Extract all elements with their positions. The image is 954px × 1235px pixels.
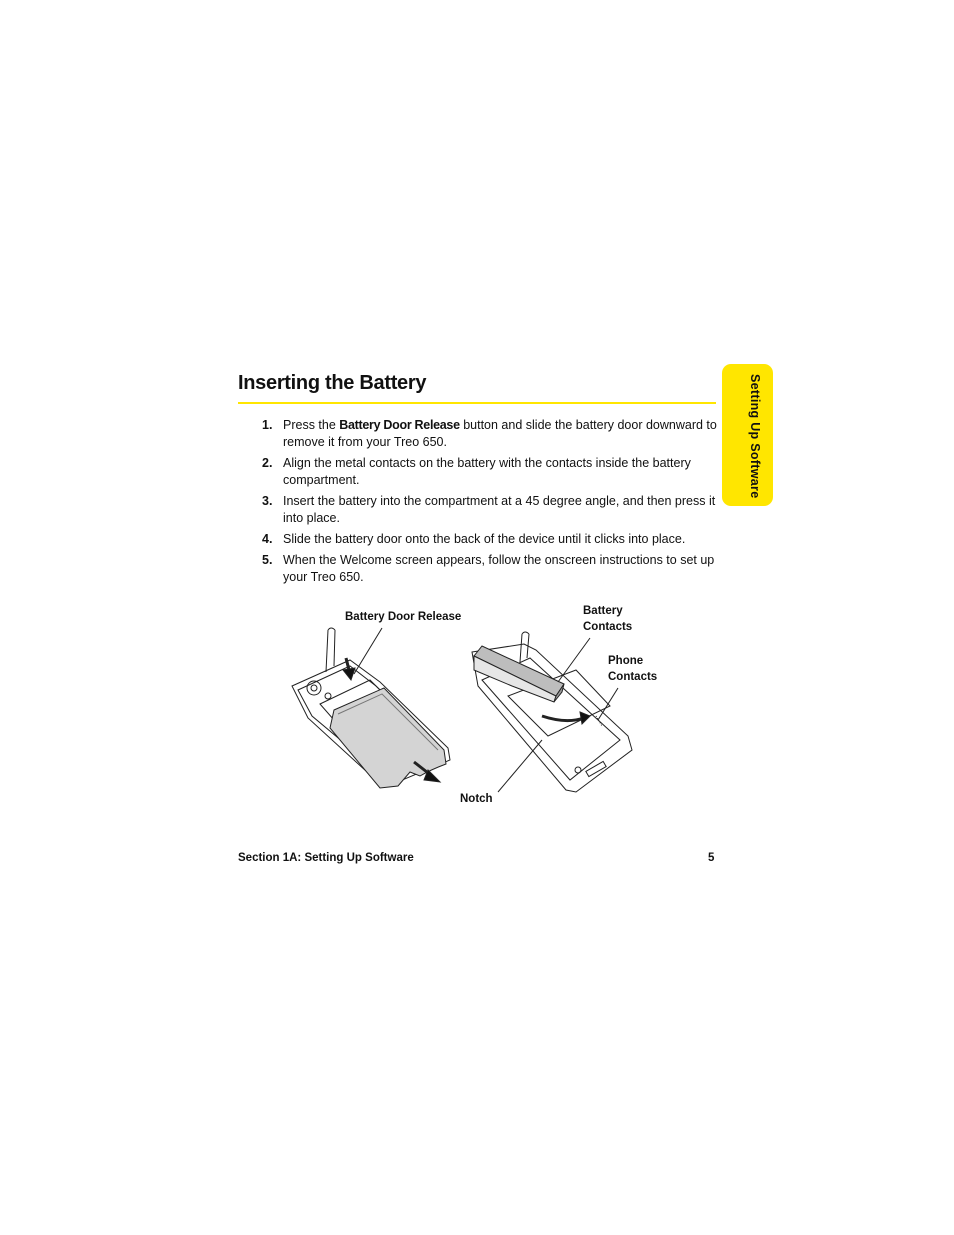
battery-contacts-leader-line: [558, 638, 590, 682]
section-tab-label: Setting Up Software: [748, 374, 762, 499]
door-release-leader-line: [354, 628, 382, 674]
label-battery-contacts-line1: Battery: [583, 605, 623, 617]
step-number: 1.: [262, 418, 273, 432]
label-battery-contacts-line2: Contacts: [583, 621, 633, 633]
page-title: Inserting the Battery: [238, 372, 427, 394]
step-text-pre: Press the: [283, 418, 340, 432]
label-notch: Notch: [460, 793, 493, 805]
step-number: 3.: [262, 494, 273, 508]
step-text-post: button and slide the battery door downward to remove it from your Treo 650.: [283, 418, 717, 449]
section-tab: [722, 364, 773, 506]
instruction-steps: [238, 417, 718, 590]
step-number: 5.: [262, 553, 273, 567]
battery-illustration: [280, 600, 700, 820]
step-text: Align the metal contacts on the battery with the contacts inside the battery compartment.: [283, 456, 691, 487]
step-item: [238, 455, 718, 489]
step-item: [238, 531, 718, 548]
label-phone-contacts-line2: Contacts: [608, 671, 658, 683]
notch-leader-line: [498, 740, 542, 792]
phone-contacts-leader-line: [598, 688, 618, 720]
battery-drawing: [474, 646, 564, 702]
step-item: [238, 417, 718, 451]
step-text-bold: Battery Door Release: [339, 418, 460, 432]
page-number: 5: [708, 852, 715, 864]
title-underline: [238, 402, 716, 404]
footer-section: Section 1A: Setting Up Software: [238, 852, 414, 864]
insert-arrow-icon: [542, 712, 590, 724]
step-item: [238, 552, 718, 586]
slide-down-arrow-icon: [343, 658, 355, 680]
step-text: Insert the battery into the compartment at a 45 degree angle, and then press it into place.: [283, 494, 716, 525]
step-text: Slide the battery door onto the back of the device until it clicks into place.: [283, 532, 686, 546]
step-item: [238, 493, 718, 527]
label-battery-door-release: Battery Door Release: [345, 611, 462, 623]
label-phone-contacts-line1: Phone: [608, 655, 644, 667]
step-text: When the Welcome screen appears, follow the onscreen instructions to set up your Treo 650.: [283, 553, 715, 584]
step-number: 2.: [262, 456, 273, 470]
step-number: 4.: [262, 532, 273, 546]
